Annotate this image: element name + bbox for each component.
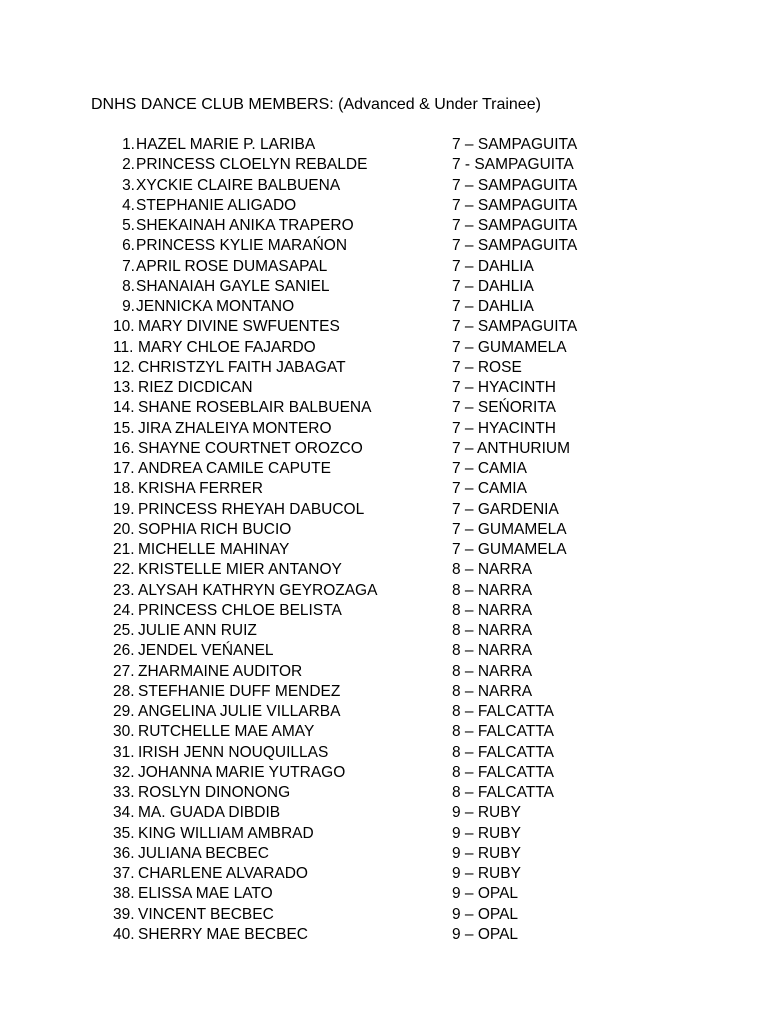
list-item <box>0 439 768 459</box>
list-item <box>0 135 768 155</box>
member-name: ELISSA MAE LATO <box>138 885 273 903</box>
member-number: 22. <box>113 561 135 579</box>
member-section: 7 – DAHLIA <box>452 298 534 315</box>
member-number: 27. <box>113 662 135 680</box>
list-item <box>0 176 768 196</box>
member-name: MARY CHLOE FAJARDO <box>138 338 316 356</box>
list-item <box>0 783 768 803</box>
member-section: 8 – FALCATTA <box>452 723 554 741</box>
list-item <box>0 925 768 945</box>
member-section: 7 – SAMPAGUITA <box>452 196 578 214</box>
member-section: 8 – NARRA <box>452 581 533 599</box>
member-number: 9. <box>122 298 135 315</box>
member-section: 7 – ROSE <box>452 358 522 376</box>
member-name: JULIANA BECBEC <box>138 844 269 862</box>
list-item <box>0 378 768 398</box>
member-section: 8 – NARRA <box>452 561 533 579</box>
member-name: JENDEL VEŃANEL <box>138 642 274 660</box>
member-name: JOHANNA MARIE YUTRAGO <box>138 763 346 781</box>
list-item <box>0 155 768 175</box>
list-item <box>0 277 768 297</box>
document-title: DNHS DANCE CLUB MEMBERS: (Advanced & Under Trainee) <box>91 96 541 113</box>
member-name: ROSLYN DINONONG <box>138 784 291 801</box>
list-item <box>0 398 768 418</box>
list-item <box>0 520 768 540</box>
list-item <box>0 621 768 641</box>
member-section: 7 – CAMIA <box>452 460 527 477</box>
member-number: 32. <box>113 763 135 781</box>
list-item <box>0 702 768 722</box>
member-section: 8 – NARRA <box>452 682 533 700</box>
member-number: 34. <box>113 804 135 822</box>
member-section: 9 – OPAL <box>452 905 519 923</box>
member-number: 40. <box>113 925 135 943</box>
member-name: ALYSAH KATHRYN GEYROZAGA <box>138 581 378 599</box>
member-section: 7 – SAMPAGUITA <box>452 237 578 255</box>
member-name: APRIL ROSE DUMASAPAL <box>136 257 328 275</box>
list-item <box>0 824 768 844</box>
member-number: 33. <box>113 784 135 801</box>
member-number: 35. <box>113 824 135 842</box>
member-name: ANGELINA JULIE VILLARBA <box>138 703 341 720</box>
member-number: 28. <box>113 682 135 700</box>
member-name: ANDREA CAMILE CAPUTE <box>138 460 331 477</box>
list-item <box>0 540 768 560</box>
member-section: 7 – GUMAMELA <box>452 541 567 558</box>
member-name: RIEZ DICDICAN <box>138 379 253 396</box>
list-item <box>0 479 768 499</box>
member-number: 12. <box>113 358 135 376</box>
member-section: 7 – DAHLIA <box>452 257 534 275</box>
member-number: 17. <box>113 460 135 477</box>
list-item <box>0 216 768 236</box>
member-number: 2. <box>122 156 135 174</box>
member-name: XYCKIE CLAIRE BALBUENA <box>136 176 341 194</box>
member-section: 7 – HYACINTH <box>452 419 556 437</box>
member-number: 15. <box>113 419 135 437</box>
member-number: 38. <box>113 885 135 903</box>
member-number: 11. <box>113 338 134 356</box>
member-number: 6. <box>122 237 135 255</box>
list-item <box>0 641 768 661</box>
list-item <box>0 722 768 742</box>
member-section: 8 – FALCATTA <box>452 703 554 720</box>
member-name: IRISH JENN NOUQUILLAS <box>138 743 329 761</box>
member-name: JULIE ANN RUIZ <box>138 622 257 639</box>
member-number: 4. <box>122 196 135 214</box>
member-name: STEPHANIE ALIGADO <box>136 196 297 214</box>
member-section: 7 – SAMPAGUITA <box>452 318 578 336</box>
member-section: 8 – FALCATTA <box>452 763 554 781</box>
list-item <box>0 763 768 783</box>
member-name: PRINCESS CHLOE BELISTA <box>138 601 342 619</box>
member-section: 7 - SAMPAGUITA <box>452 156 574 174</box>
member-name: MA. GUADA DIBDIB <box>138 804 281 822</box>
member-number: 18. <box>113 480 135 498</box>
list-item <box>0 581 768 601</box>
list-item <box>0 358 768 378</box>
member-name: MARY DIVINE SWFUENTES <box>138 318 340 336</box>
member-name: RUTCHELLE MAE AMAY <box>138 723 315 741</box>
member-name: SHEKAINAH ANIKA TRAPERO <box>136 217 354 234</box>
list-item <box>0 257 768 277</box>
member-number: 21. <box>113 541 135 558</box>
member-section: 8 – NARRA <box>452 601 533 619</box>
member-name: KRISHA FERRER <box>138 480 263 498</box>
member-name: SHERRY MAE BECBEC <box>138 925 308 943</box>
list-item <box>0 317 768 337</box>
list-item <box>0 601 768 621</box>
member-section: 9 – RUBY <box>452 824 521 842</box>
list-item <box>0 560 768 580</box>
list-item <box>0 803 768 823</box>
member-number: 31. <box>113 743 135 761</box>
member-name: JENNICKA MONTANO <box>136 298 295 315</box>
member-section: 8 – FALCATTA <box>452 784 554 801</box>
list-item <box>0 196 768 216</box>
member-number: 24. <box>113 601 135 619</box>
member-number: 10. <box>113 318 135 336</box>
member-section: 8 – NARRA <box>452 642 533 660</box>
list-item <box>0 884 768 904</box>
member-number: 36. <box>113 844 135 862</box>
member-name: SOPHIA RICH BUCIO <box>138 520 292 538</box>
member-name: CHARLENE ALVARADO <box>138 865 308 882</box>
list-item <box>0 844 768 864</box>
member-name: MICHELLE MAHINAY <box>138 541 290 558</box>
member-section: 7 – SEŃORITA <box>452 399 556 417</box>
member-section: 7 – ANTHURIUM <box>452 439 570 457</box>
member-section: 7 – GUMAMELA <box>452 338 567 356</box>
list-item <box>0 500 768 520</box>
member-section: 7 – GARDENIA <box>452 500 559 518</box>
list-item <box>0 864 768 884</box>
member-section: 7 – SAMPAGUITA <box>452 176 578 194</box>
member-number: 20. <box>113 520 135 538</box>
member-name: KRISTELLE MIER ANTANOY <box>138 561 342 579</box>
list-item <box>0 297 768 317</box>
member-number: 3. <box>122 176 135 194</box>
member-number: 13. <box>113 379 135 396</box>
member-name: ZHARMAINE AUDITOR <box>138 662 303 680</box>
list-item <box>0 662 768 682</box>
member-number: 8. <box>122 277 135 295</box>
member-section: 7 – SAMPAGUITA <box>452 136 578 153</box>
member-name: HAZEL MARIE P. LARIBA <box>136 136 316 153</box>
list-item <box>0 459 768 479</box>
list-item <box>0 682 768 702</box>
member-name: PRINCESS CLOELYN REBALDE <box>136 156 368 174</box>
member-list <box>0 135 768 945</box>
member-number: 26. <box>113 642 135 660</box>
member-section: 7 – GUMAMELA <box>452 520 567 538</box>
member-name: VINCENT BECBEC <box>138 905 274 923</box>
member-section: 8 – FALCATTA <box>452 743 554 761</box>
member-name: PRINCESS RHEYAH DABUCOL <box>138 500 365 518</box>
member-number: 37. <box>113 865 135 882</box>
member-section: 7 – DAHLIA <box>452 277 534 295</box>
member-number: 23. <box>113 581 135 599</box>
member-section: 9 – RUBY <box>452 865 521 882</box>
list-item <box>0 419 768 439</box>
member-number: 16. <box>113 439 135 457</box>
member-section: 7 – SAMPAGUITA <box>452 217 578 234</box>
member-number: 25. <box>113 622 135 639</box>
member-name: STEFHANIE DUFF MENDEZ <box>138 682 341 700</box>
member-number: 5. <box>122 217 135 234</box>
member-number: 1. <box>122 136 135 153</box>
member-name: PRINCESS KYLIE MARAŃON <box>136 237 348 255</box>
member-number: 14. <box>113 399 135 417</box>
member-name: KING WILLIAM AMBRAD <box>138 824 314 842</box>
member-name: JIRA ZHALEIYA MONTERO <box>138 419 332 437</box>
member-section: 8 – NARRA <box>452 622 533 639</box>
list-item <box>0 743 768 763</box>
member-section: 7 – HYACINTH <box>452 379 556 396</box>
member-number: 30. <box>113 723 135 741</box>
member-number: 39. <box>113 905 135 923</box>
member-section: 9 – RUBY <box>452 804 521 822</box>
member-section: 8 – NARRA <box>452 662 533 680</box>
member-name: SHANAIAH GAYLE SANIEL <box>136 277 330 295</box>
member-number: 29. <box>113 703 135 720</box>
member-section: 9 – RUBY <box>452 844 521 862</box>
list-item <box>0 905 768 925</box>
member-section: 9 – OPAL <box>452 925 519 943</box>
member-name: SHAYNE COURTNET OROZCO <box>138 439 363 457</box>
member-number: 7. <box>122 257 135 275</box>
member-section: 9 – OPAL <box>452 885 519 903</box>
member-name: CHRISTZYL FAITH JABAGAT <box>138 358 346 376</box>
member-number: 19. <box>113 500 135 518</box>
member-section: 7 – CAMIA <box>452 480 527 498</box>
list-item <box>0 338 768 358</box>
member-name: SHANE ROSEBLAIR BALBUENA <box>138 399 372 417</box>
list-item <box>0 236 768 256</box>
